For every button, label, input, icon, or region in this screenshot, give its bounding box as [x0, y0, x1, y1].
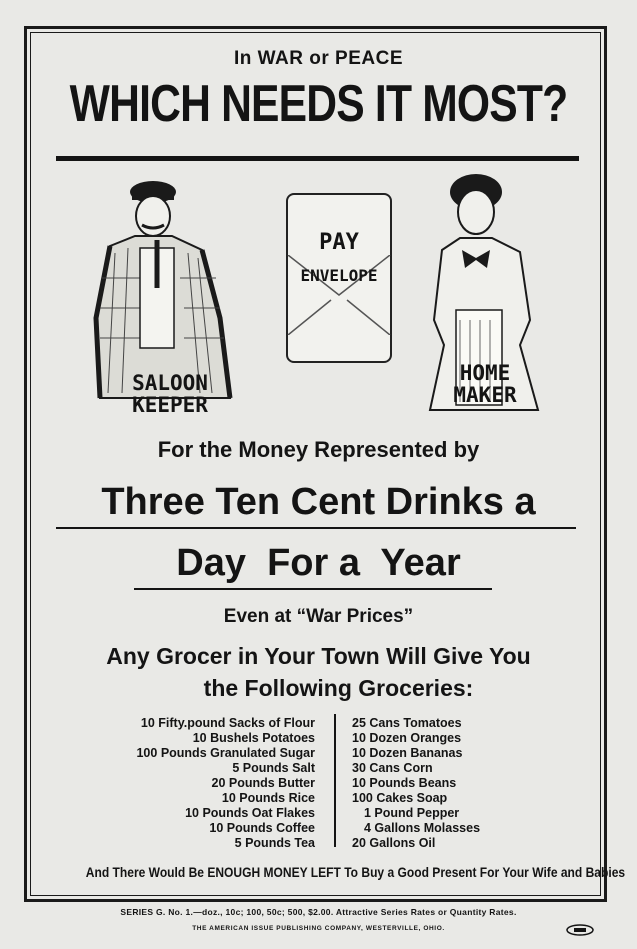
- headline-rule: [56, 156, 579, 161]
- grocer-line-2: the Following Groceries:: [203, 675, 474, 701]
- grocery-item: 10 Pounds Beans: [352, 776, 457, 790]
- union-label-icon: [566, 924, 594, 936]
- publisher-line: THE AMERICAN ISSUE PUBLISHING COMPANY, WESTERVILLE, OHIO.: [192, 925, 445, 932]
- subhead: For the Money Represented by: [157, 437, 480, 462]
- grocery-item: 20 Gallons Oil: [352, 836, 436, 850]
- grocery-item: 5 Pounds Tea: [234, 836, 315, 850]
- home-maker-label: [430, 362, 540, 406]
- big-line-2-underline: [134, 588, 492, 590]
- grocery-item: 10 Dozen Oranges: [352, 731, 462, 745]
- big-line-rule: [56, 527, 576, 529]
- grocery-item: 100 Pounds Granulated Sugar: [136, 746, 315, 760]
- envelope-text-pay: PAY: [319, 230, 359, 255]
- grocery-item: 25 Cans Tomatoes: [352, 716, 462, 730]
- grocery-item: 100 Cakes Soap: [352, 791, 448, 805]
- home-maker-label-line2: MAKER: [453, 383, 517, 408]
- grocery-item: 1 Pound Pepper: [364, 806, 460, 820]
- groceries-left-list: [100, 716, 315, 851]
- grocery-item: 10 Pounds Coffee: [209, 821, 315, 835]
- war-prices-line: Even at “War Prices”: [223, 606, 414, 627]
- list-divider: [334, 714, 336, 847]
- saloon-keeper-label-line2: KEEPER: [132, 393, 208, 418]
- big-line-2: Day For a Year: [176, 542, 461, 584]
- envelope-text-envelope: ENVELOPE: [300, 266, 378, 285]
- poster-headline: WHICH NEEDS IT MOST?: [69, 75, 568, 133]
- groceries-right-list: [352, 716, 552, 851]
- money-left-line: And There Would Be ENOUGH MONEY LEFT To Buy a Good Present For Your Wife and Babies: [85, 864, 626, 880]
- grocery-item: 10 Dozen Bananas: [352, 746, 463, 760]
- saloon-keeper-label: [112, 372, 228, 416]
- grocery-item: 10 Fifty.pound Sacks of Flour: [140, 716, 315, 730]
- grocery-item: 20 Pounds Butter: [211, 776, 315, 790]
- grocery-item: 30 Cans Corn: [352, 761, 433, 775]
- series-line: SERIES G. No. 1.—doz., 10c; 100, 50c; 500, $2.00. Attractive Series Rates or Quantity Rates.: [120, 907, 517, 917]
- grocery-item: 10 Pounds Rice: [221, 791, 315, 805]
- grocery-item: 10 Pounds Oat Flakes: [185, 806, 315, 820]
- home-maker-label-line1: HOME: [459, 361, 511, 385]
- grocer-line-1: Any Grocer in Your Town Will Give You: [106, 643, 531, 669]
- grocery-item: 10 Bushels Potatoes: [192, 731, 315, 745]
- poster-kicker: In WAR or PEACE: [233, 48, 403, 69]
- grocery-item: 4 Gallons Molasses: [364, 821, 481, 835]
- saloon-keeper-label-line1: SALOON: [132, 371, 208, 395]
- big-line-1: Three Ten Cent Drinks a: [101, 481, 536, 523]
- grocery-item: 5 Pounds Salt: [232, 761, 315, 775]
